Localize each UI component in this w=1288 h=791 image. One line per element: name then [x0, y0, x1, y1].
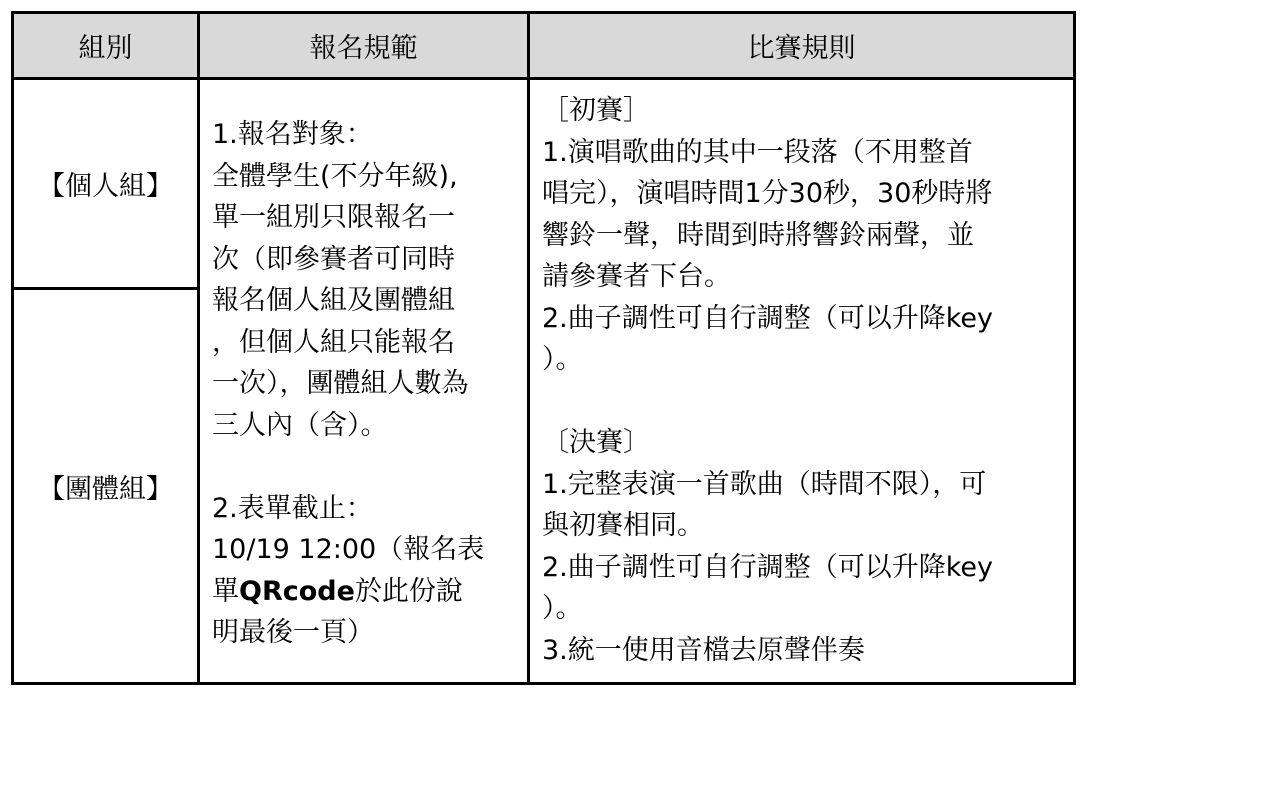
group-individual: 【個人組】 [13, 79, 199, 289]
table-row [13, 79, 1075, 289]
prelim-line: 1.演唱歌曲的其中一段落（不用整首 [542, 136, 973, 168]
group-team: 【團體組】 [13, 289, 199, 684]
deadline-line: 10/19 12:00（報名表 [212, 534, 485, 565]
final-line: 1.完整表演一首歌曲（時間不限），可 [542, 468, 987, 500]
prelim-line: 2.曲子調性可自行調整（可以升降key [542, 302, 994, 334]
spacer [212, 446, 517, 488]
header-registration: 報名規範 [199, 13, 529, 79]
prelim-line: 響鈴一聲，時間到時將響鈴兩聲，並 [542, 219, 974, 251]
registration-line: 全體學生(不分年級), [212, 160, 458, 192]
registration-line: 報名個人組及團體組 [212, 285, 455, 316]
final-line: 2.曲子調性可自行調整（可以升降key [542, 551, 994, 583]
header-row [13, 13, 1075, 79]
header-rules: 比賽規則 [529, 13, 1075, 79]
deadline-text: 單 [212, 575, 239, 607]
spacer [542, 381, 1065, 423]
deadline-text: 於此份說 [354, 575, 463, 607]
prelim-line: 唱完），演唱時間1分30秒，30秒時將 [542, 178, 993, 209]
registration-line: 1.報名對象： [212, 119, 373, 150]
registration-line: 次（即參賽者可同時 [212, 243, 455, 275]
prelim-line: ）。 [542, 344, 583, 375]
deadline-line [212, 571, 517, 613]
qrcode-text: QRcode [239, 575, 355, 607]
prelim-line: ［初賽］ [542, 95, 650, 126]
final-line: ）。 [542, 593, 583, 624]
registration-line: ，但個人組只能報名 [212, 326, 455, 358]
final-line: 與初賽相同。 [542, 510, 704, 541]
deadline-line: 明最後一頁） [212, 617, 374, 648]
header-group: 組別 [13, 13, 199, 79]
competition-rules-table [11, 11, 1076, 685]
rules-cell [529, 79, 1075, 684]
prelim-line: 請參賽者下台。 [542, 261, 731, 292]
registration-cell [199, 79, 529, 684]
registration-line: 單一組別只限報名一 [212, 202, 455, 233]
deadline-title: 2.表單截止： [212, 492, 373, 524]
registration-line: 一次），團體組人數為 [212, 368, 469, 399]
final-line: 3.統一使用音檔去原聲伴奏 [542, 634, 865, 666]
registration-line: 三人內（含）。 [212, 409, 388, 441]
final-line: 〔決賽〕 [542, 427, 650, 458]
